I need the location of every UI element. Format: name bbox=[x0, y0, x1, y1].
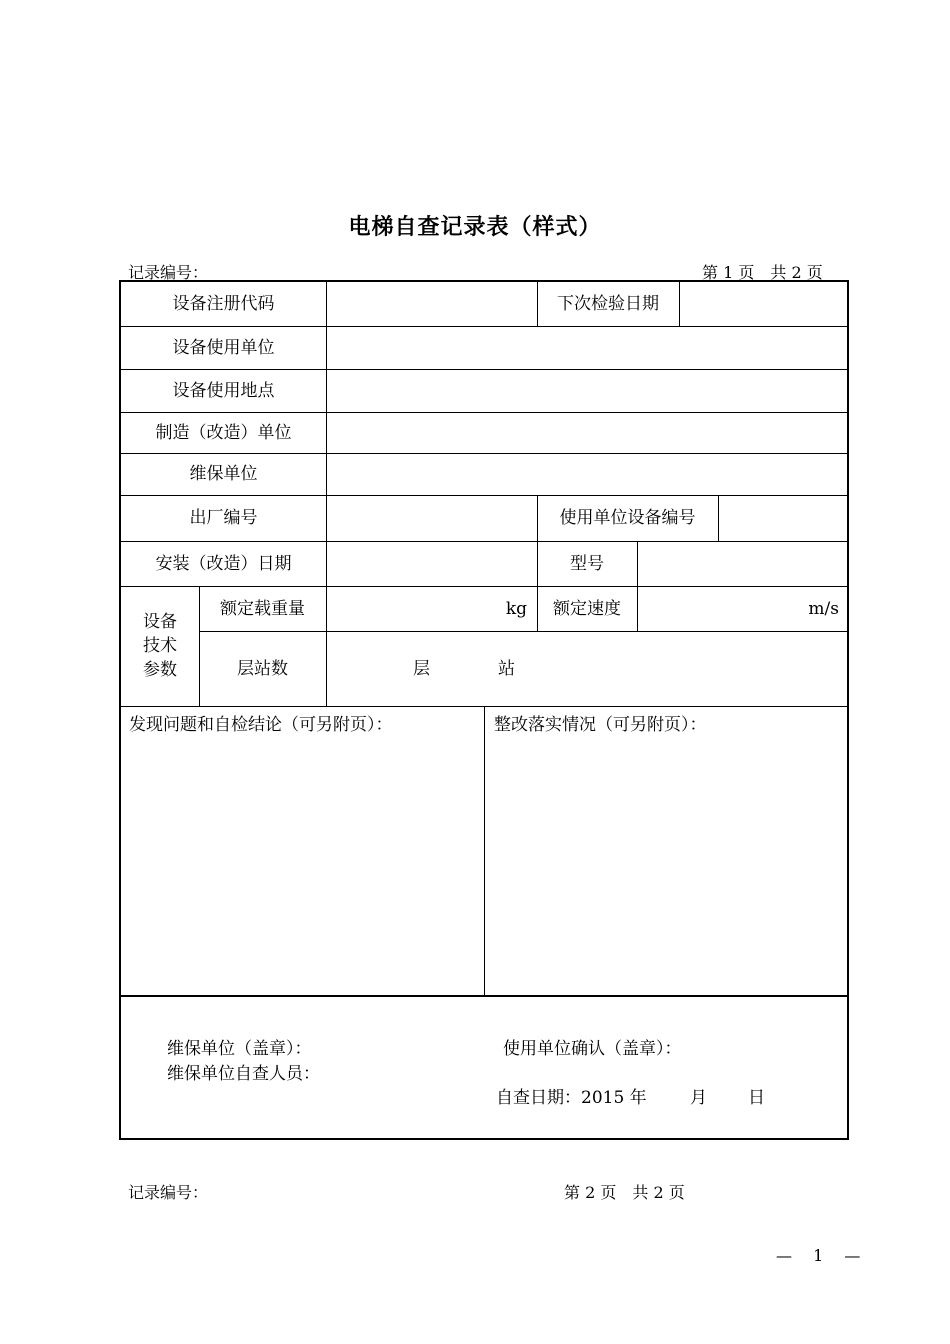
factory-number-field[interactable] bbox=[327, 495, 537, 541]
model-field[interactable] bbox=[638, 541, 849, 586]
reg-code-label: 设备注册代码 bbox=[172, 294, 275, 314]
maintenance-label: 维保单位 bbox=[189, 464, 258, 484]
rated-load-label: 额定载重量 bbox=[220, 598, 305, 619]
reg-code-field[interactable] bbox=[327, 282, 537, 326]
check-day-label: 日 bbox=[748, 1088, 765, 1108]
location-field[interactable] bbox=[327, 369, 849, 412]
maintenance-field[interactable] bbox=[327, 453, 849, 495]
factory-number-label: 出厂编号 bbox=[189, 508, 258, 528]
rated-speed-label: 额定速度 bbox=[553, 598, 621, 619]
floors-label: 层站数 bbox=[237, 658, 288, 679]
rated-load-field[interactable] bbox=[327, 586, 537, 631]
install-date-label: 安装（改造）日期 bbox=[155, 553, 292, 574]
user-unit-label: 设备使用单位 bbox=[172, 337, 275, 358]
page-number: — 1 — bbox=[776, 1246, 869, 1265]
rated-speed-unit: m/s bbox=[808, 598, 839, 619]
manufacturer-field[interactable] bbox=[327, 412, 849, 453]
footer-record-number-label: 记录编号： bbox=[128, 1183, 209, 1202]
problems-field[interactable] bbox=[122, 737, 482, 993]
record-table bbox=[119, 280, 849, 1140]
rated-speed-field[interactable] bbox=[638, 586, 849, 631]
floors-field[interactable] bbox=[327, 631, 849, 706]
rectification-label: 整改落实情况（可另附页）： bbox=[494, 715, 707, 735]
model-label: 型号 bbox=[570, 553, 604, 574]
station-unit: 站 bbox=[498, 658, 515, 679]
maintenance-staff-label: 维保单位自查人员： bbox=[167, 1064, 320, 1084]
user-unit-field[interactable] bbox=[327, 326, 849, 369]
form-title: 电梯自查记录表（样式） bbox=[348, 214, 602, 240]
next-inspection-label: 下次检验日期 bbox=[557, 294, 659, 314]
manufacturer-label: 制造（改造）单位 bbox=[155, 422, 292, 443]
check-month-label: 月 bbox=[690, 1088, 707, 1108]
maintenance-seal-label: 维保单位（盖章）： bbox=[167, 1039, 312, 1059]
rectification-field[interactable] bbox=[487, 737, 847, 993]
next-inspection-field[interactable] bbox=[680, 282, 849, 326]
location-label: 设备使用地点 bbox=[172, 380, 275, 401]
check-date-label: 自查日期：2015 年 bbox=[496, 1088, 647, 1108]
install-date-field[interactable] bbox=[327, 541, 537, 586]
record-number-label: 记录编号： bbox=[128, 263, 209, 282]
page-info: 第 1 页 共 2 页 bbox=[702, 263, 823, 282]
footer-page-info: 第 2 页 共 2 页 bbox=[564, 1183, 685, 1202]
rated-load-unit: kg bbox=[505, 598, 527, 619]
user-confirm-label: 使用单位确认（盖章）： bbox=[503, 1039, 682, 1059]
floor-unit: 层 bbox=[413, 658, 430, 679]
tech-params-label: 设备 技术 参数 bbox=[143, 612, 177, 680]
user-equipment-number-field[interactable] bbox=[719, 495, 849, 541]
problems-label: 发现问题和自检结论（可另附页）： bbox=[129, 715, 393, 735]
user-equipment-number-label: 使用单位设备编号 bbox=[559, 508, 696, 528]
